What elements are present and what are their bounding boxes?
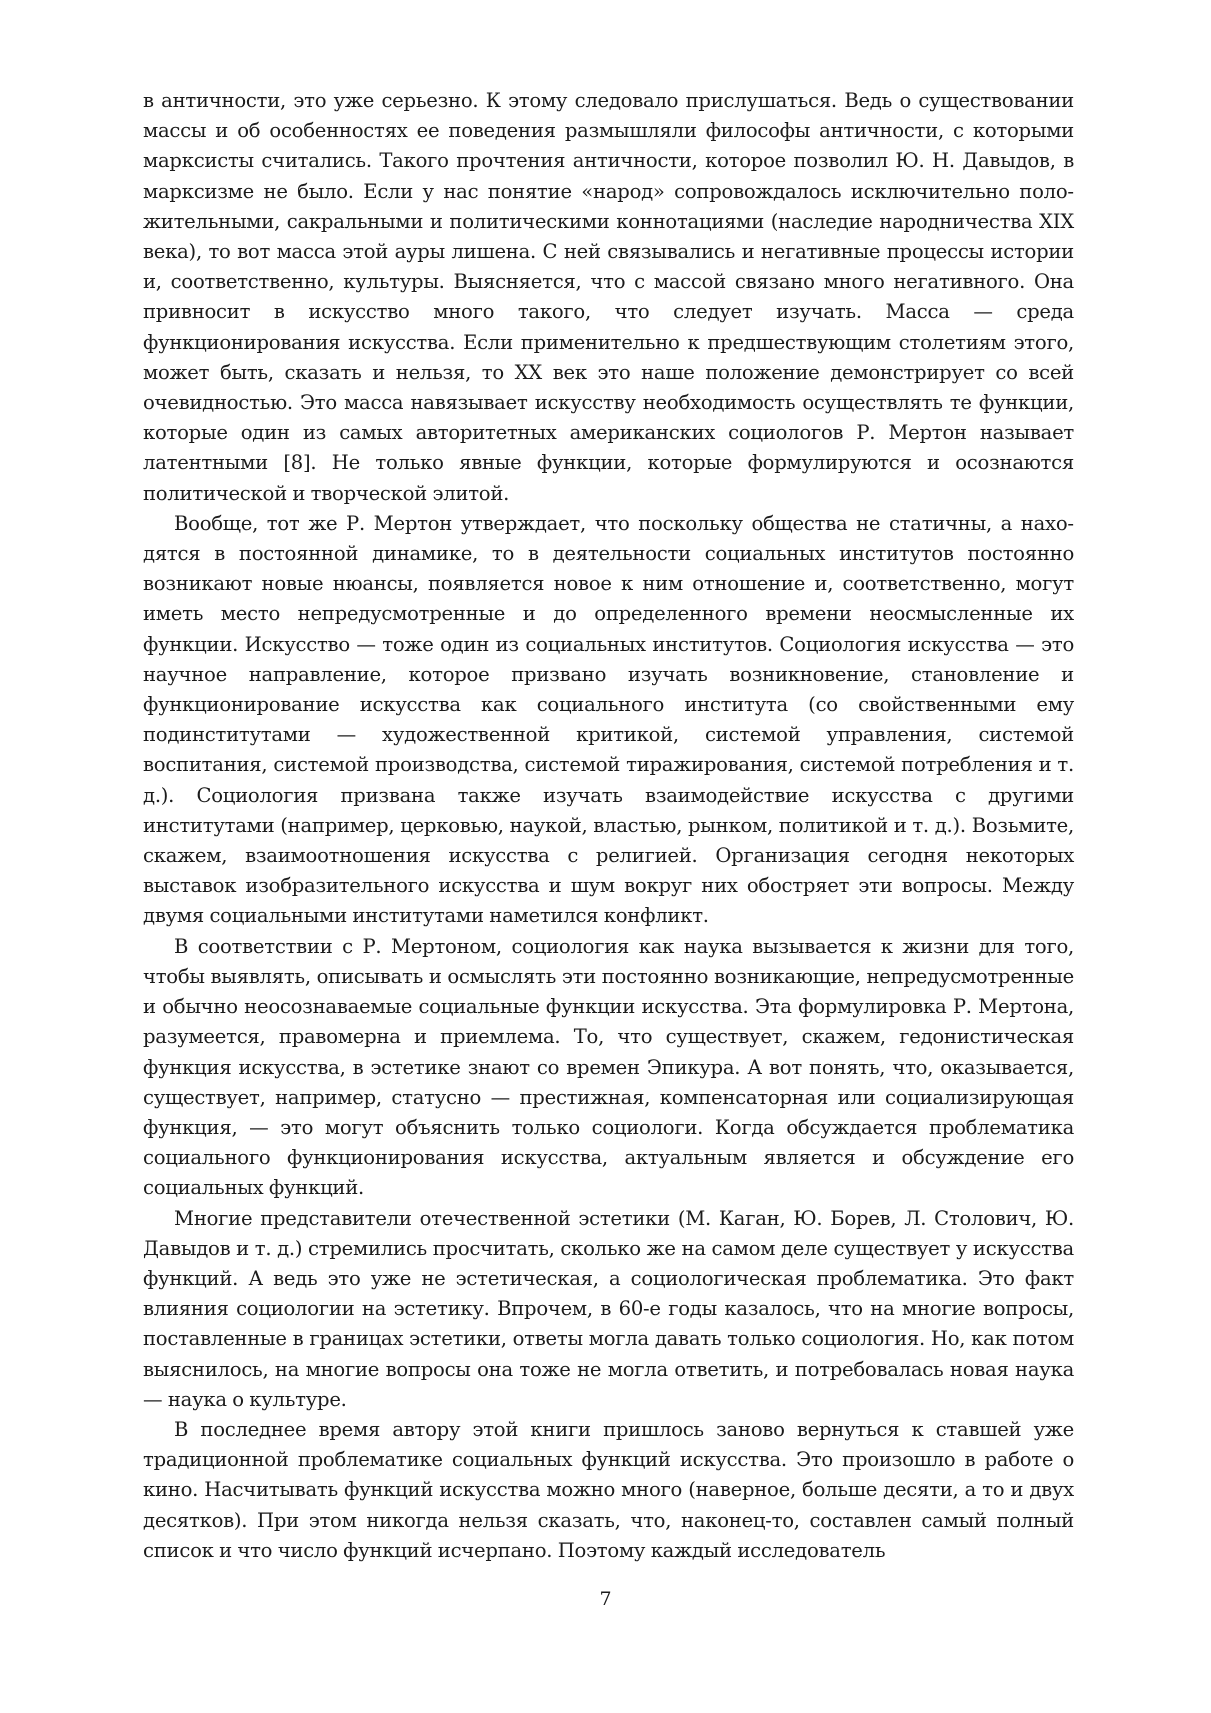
paragraph-5: В последнее время автору этой книги пришлось заново вернуться к ставшей уже традиционной проблематике социальных функций искусства. Это произошло в работе о кино. Насчитывать функций искусства можно много (наверное, больше десяти, а то и двух десятков). При этом никогда нельзя сказать, что, наконец-то, составлен самый полный список и что число функций исчерпано. Поэтому каждый исследователь xyxy=(143,1417,1074,1562)
body-text xyxy=(143,86,1074,1566)
paragraph-2: Вообще, тот же Р. Мертон утверждает, что поскольку общества не статичны, а находятся в постоянной динамике, то в деятельности социальных институтов постоянно возникают новые нюансы, появляется новое к ним отношение и, соответственно, могут иметь место непредусмотренные и до определенного времени неосмысленные их функции. Искусство — тоже один из социальных институтов. Социология искусства — это научное направление, которое призвано изучать возникновение, становление и функционирование искусства как социального института (со свойственными ему подинститутами — художественной критикой, системой управления, системой воспитания, системой производства, системой тиражирования, системой потребления и т. д.). Социология призвана также изучать взаимодействие искусства с другими институтами (например, церковью, наукой, властью, рынком, политикой и т. д.). Возьмите, скажем, взаимоотношения искусства с религией. Организация сегодня некоторых выставок изобразительного искусства и шум вокруг них обостряет эти вопросы. Между двумя социальными институтами наметился конфликт. xyxy=(143,511,1074,928)
paragraph-3: В соответствии с Р. Мертоном, социология как наука вызывается к жизни для того, чтобы выявлять, описывать и осмыслять эти постоянно возникающие, непредусмотренные и обычно неосознаваемые социальные функции искусства. Эта формулировка Р. Мертона, разумеется, правомерна и приемлема. То, что существует, скажем, гедонистическая функция искусства, в эстетике знают со времен Эпикура. А вот понять, что, оказывается, существует, например, статусно — престижная, компенсаторная или социализирующая функция, — это могут объяснить только социологи. Когда обсуждается проблематика социального функционирования искусства, актуальным является и обсуждение его социальных функций. xyxy=(143,934,1074,1200)
page-number: 7 xyxy=(599,1588,612,1610)
paragraph-4: Многие представители отечественной эстетики (М. Каган, Ю. Борев, Л. Столович, Ю. Давыдов и т. д.) стремились просчитать, сколько же на самом деле существует у искусства функций. А ведь это уже не эстетическая, а социологическая проблематика. Это факт влияния социологии на эстетику. Впрочем, в 60-е годы казалось, что на многие вопросы, поставленные в границах эстетики, ответы могла давать только социология. Но, как потом выяснилось, на многие вопросы она тоже не могла ответить, и потребовалась новая наука — наука о культуре. xyxy=(143,1206,1074,1411)
paragraph-1: в античности, это уже серьезно. К этому следовало прислушаться. Ведь о существовании массы и об особенностях ее поведения размышляли философы античности, с которыми марксисты считались. Такого прочтения античности, которое позволил Ю. Н. Давыдов, в марксизме не было. Если у нас понятие «народ» сопровождалось исключительно положительными, сакральными и политическими коннотациями (наследие народничества XIX века), то вот масса этой ауры лишена. С ней связывались и негативные процессы истории и, соответственно, культуры. Выясняется, что с массой связано много негативного. Она привносит в искусство много такого, что следует изучать. Масса — среда функционирования искусства. Если применительно к предшествующим столетиям этого, может быть, сказать и нельзя, то XX век это наше положение демонстрирует со всей очевидностью. Это масса навязывает искусству необходимость осуществлять те функции, которые один из самых авторитетных американских социологов Р. Мертон называет латентными [8]. Не только явные функции, которые формулируются и осознаются политической и творческой элитой. xyxy=(143,89,1074,505)
